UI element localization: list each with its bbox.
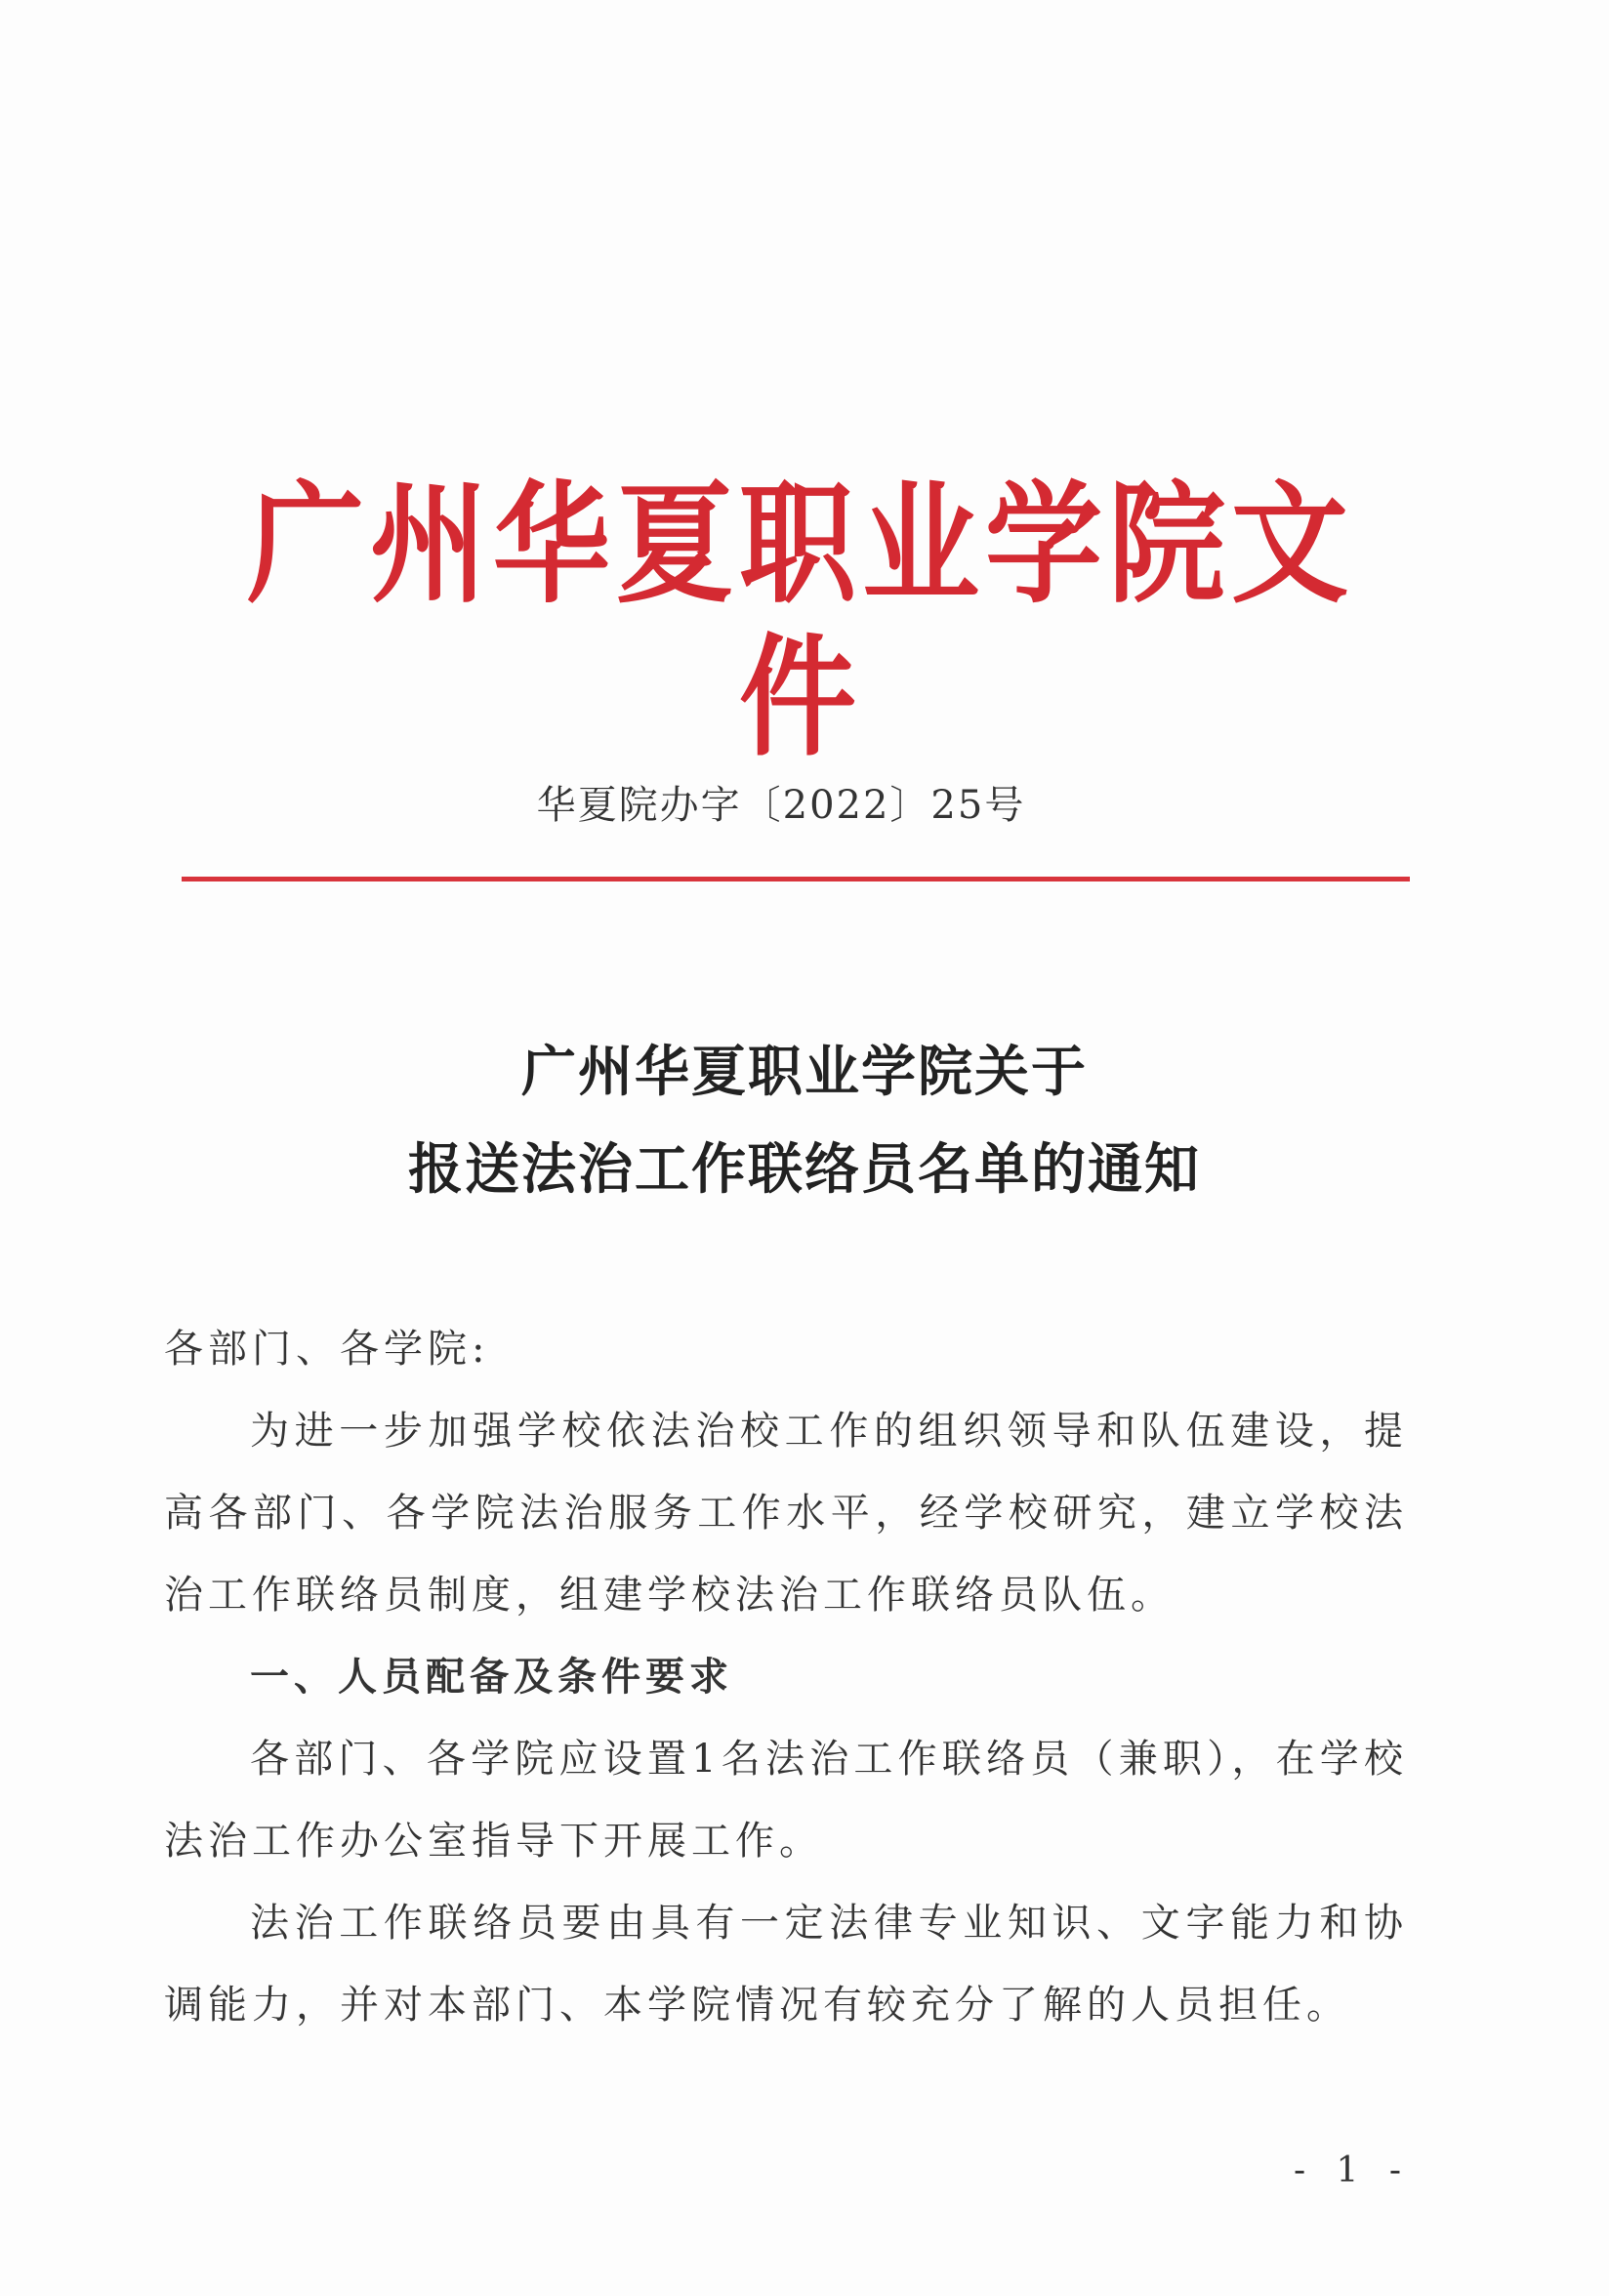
body-paragraph-2: 各部门、各学院应设置1名法治工作联络员（兼职），在学校法治工作办公室指导下开展工作。 [164,1737,1408,1864]
document-body [164,1308,1408,2046]
salutation: 各部门、各学院: [164,1327,490,1372]
document-header-title: 广州华夏职业学院文件 [247,467,1354,775]
red-divider-rule [182,877,1410,882]
page-number: - 1 - [1293,2151,1412,2191]
body-paragraph-1: 为进一步加强学校依法治校工作的组织领导和队伍建设，提高各部门、各学院法治服务工作水平，经学校研究，建立学校法治工作联络员制度，组建学校法治工作联络员队伍。 [164,1409,1408,1618]
body-paragraph-3: 法治工作联络员要由具有一定法律专业知识、文字能力和协调能力，并对本部门、本学院情况有较充分了解的人员担任。 [164,1901,1408,2028]
section-heading-1: 一、人员配备及条件要求 [250,1655,733,1700]
document-number: 华夏院办字〔2022〕25号 [536,783,1026,828]
notice-title-line-2: 报送法治工作联络员名单的通知 [408,1137,1201,1202]
notice-title-line-1: 广州华夏职业学院关于 [521,1040,1088,1104]
notice-title [195,1023,1414,1218]
